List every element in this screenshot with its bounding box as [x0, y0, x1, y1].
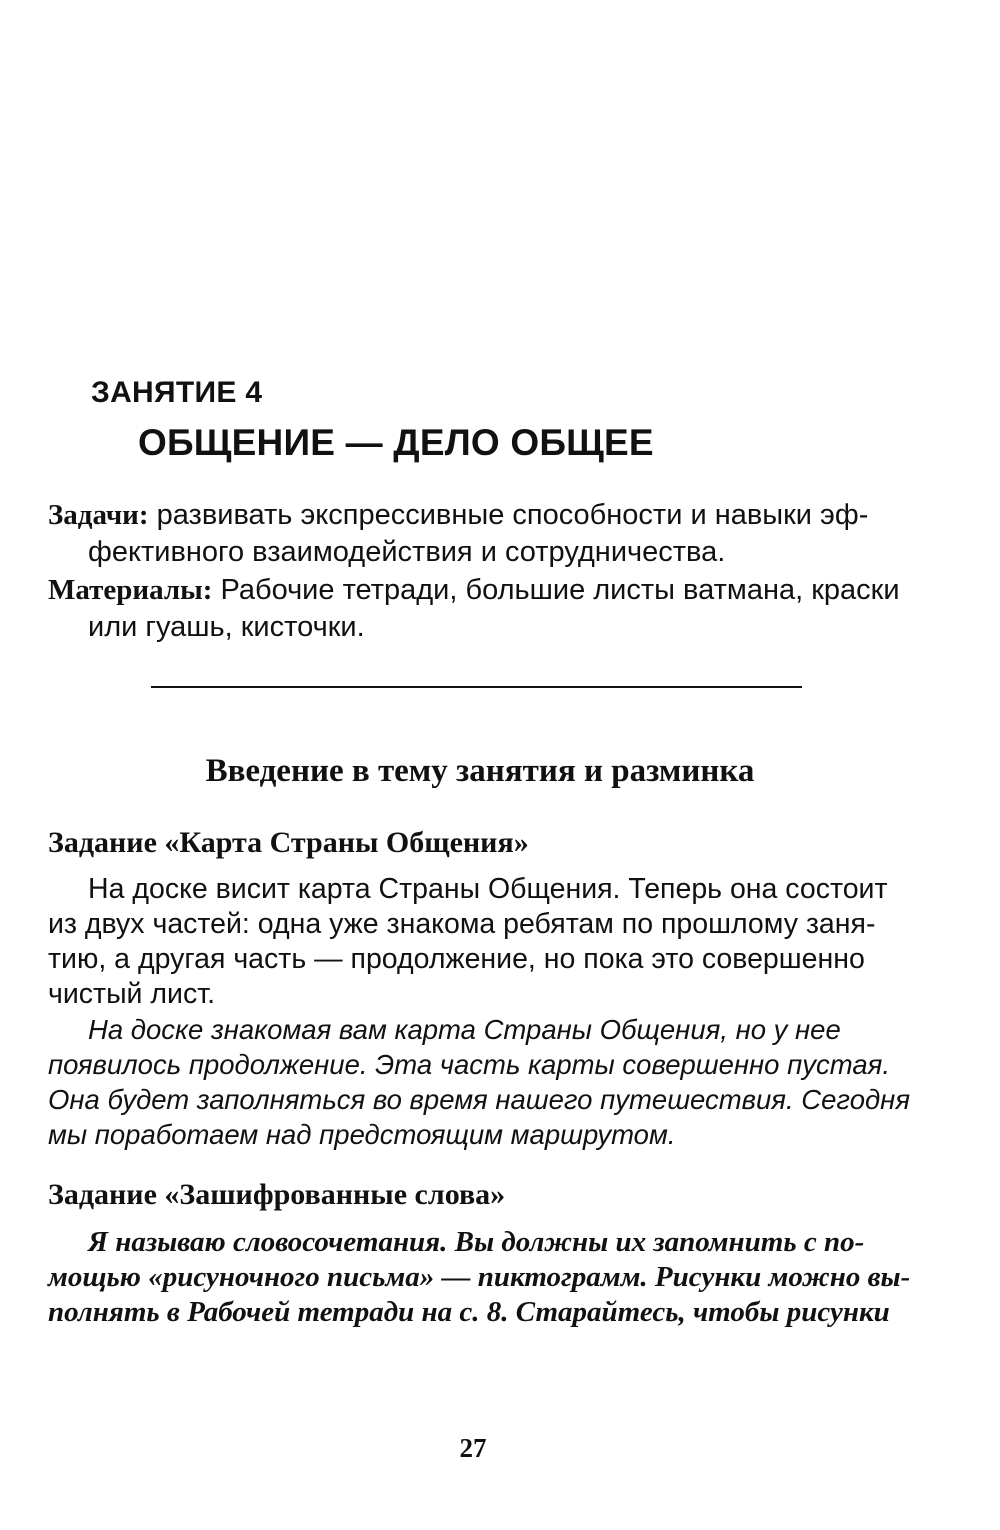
task1-speech-line: На доске знакомая вам карта Страны Общения, но у нее — [88, 1014, 841, 1045]
tasks-label: Задачи: — [48, 499, 149, 531]
task1-heading: Задание «Карта Страны Общения» — [48, 826, 529, 859]
task1-description-line: из двух частей: одна уже знакома ребятам по прошлому заня- — [48, 908, 876, 940]
task1-speech-line: мы поработаем над предстоящим маршрутом. — [48, 1119, 676, 1150]
task2-speech — [48, 1225, 918, 1330]
tasks-line-1 — [48, 497, 928, 534]
task1-description-line: чистый лист. — [48, 978, 216, 1010]
task1-speech-line: появилось продолжение. Эта часть карты совершенно пустая. — [48, 1049, 890, 1080]
task1-description-line: На доске висит карта Страны Общения. Теперь она состоит — [88, 873, 888, 905]
tasks-text-2: фективного взаимодействия и сотрудничества. — [88, 536, 726, 568]
materials-label: Материалы: — [48, 574, 213, 606]
task1-description — [48, 872, 918, 1012]
task1-speech-line: Она будет заполняться во время нашего путешествия. Сегодня — [48, 1084, 911, 1115]
materials-block — [48, 572, 928, 646]
lesson-title: ОБЩЕНИЕ — ДЕЛО ОБЩЕЕ — [138, 422, 654, 463]
page-number: 27 — [459, 1433, 487, 1463]
section-divider — [151, 686, 802, 688]
tasks-text-1: развивать экспрессивные способности и навыки эф- — [156, 499, 869, 531]
task1-description-line: тию, а другая часть — продолжение, но пока это совершенно — [48, 943, 865, 975]
task2-heading: Задание «Зашифрованные слова» — [48, 1178, 506, 1211]
task2-speech-line: Я называю словосочетания. Вы должны их запомнить с по- — [88, 1226, 865, 1258]
tasks-block — [48, 497, 928, 571]
lesson-number: ЗАНЯТИЕ 4 — [91, 376, 263, 409]
task2-speech-line: мощью «рисуночного письма» — пиктограмм. Рисунки можно вы- — [48, 1261, 911, 1293]
section-heading: Введение в тему занятия и разминка — [205, 753, 755, 789]
task2-speech-line: полнять в Рабочей тетради на с. 8. Старайтесь, чтобы рисунки — [48, 1296, 890, 1328]
materials-text-1: Рабочие тетради, большие листы ватмана, краски — [220, 574, 900, 606]
task1-speech — [48, 1012, 918, 1152]
materials-text-2: или гуашь, кисточки. — [88, 611, 365, 643]
materials-line-1 — [48, 572, 928, 609]
